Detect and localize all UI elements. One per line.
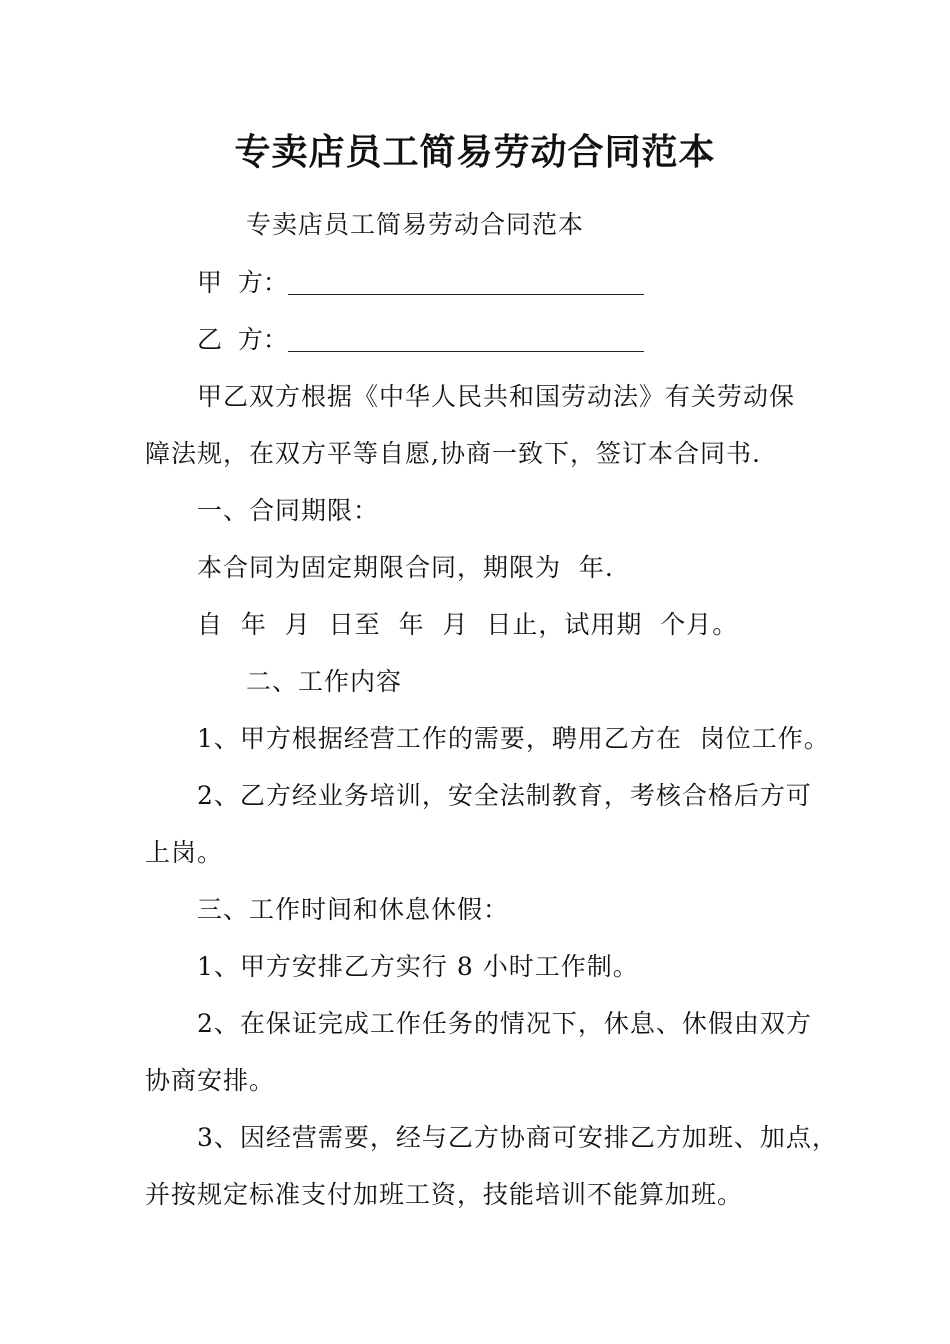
section-2-item-2-line-2: 上岗。 (145, 838, 224, 867)
document-title: 专卖店员工简易劳动合同范本 (234, 131, 716, 173)
section-2-item-2-line-1: 2、乙方经业务培训，安全法制教育，考核合格后方可 (197, 781, 812, 810)
party-b-blank (288, 329, 644, 352)
intro-line-2: 障法规，在双方平等自愿,协商一致下，签订本合同书. (145, 439, 761, 468)
section-1-heading: 一、合同期限： (197, 496, 380, 525)
party-a-blank (288, 272, 644, 295)
section-3-item-3-line-2: 并按规定标准支付加班工资，技能培训不能算加班。 (145, 1180, 744, 1209)
intro-line-1: 甲乙双方根据《中华人民共和国劳动法》有关劳动保 (197, 382, 796, 411)
section-1-term: 本合同为固定期限合同，期限为 年. (197, 553, 614, 582)
section-3-item-3-line-1: 3、因经营需要，经与乙方协商可安排乙方加班、加点， (197, 1123, 838, 1152)
section-3-item-1: 1、甲方安排乙方实行 8 小时工作制。 (197, 952, 639, 981)
section-3-heading: 三、工作时间和休息休假： (197, 895, 510, 924)
section-2-item-1: 1、甲方根据经营工作的需要，聘用乙方在 岗位工作。 (197, 724, 830, 753)
section-1-dates: 自 年 月 日至 年 月 日止，试用期 个月。 (197, 610, 739, 639)
section-2-heading: 二、工作内容 (246, 667, 403, 696)
party-b-line (197, 323, 644, 357)
party-b-label: 乙 方： (197, 325, 288, 354)
document-subtitle: 专卖店员工简易劳动合同范本 (246, 210, 585, 239)
party-a-line (197, 266, 644, 300)
party-a-label: 甲 方： (197, 268, 288, 297)
section-3-item-2-line-1: 2、在保证完成工作任务的情况下，休息、休假由双方 (197, 1009, 812, 1038)
section-3-item-2-line-2: 协商安排。 (145, 1066, 276, 1095)
